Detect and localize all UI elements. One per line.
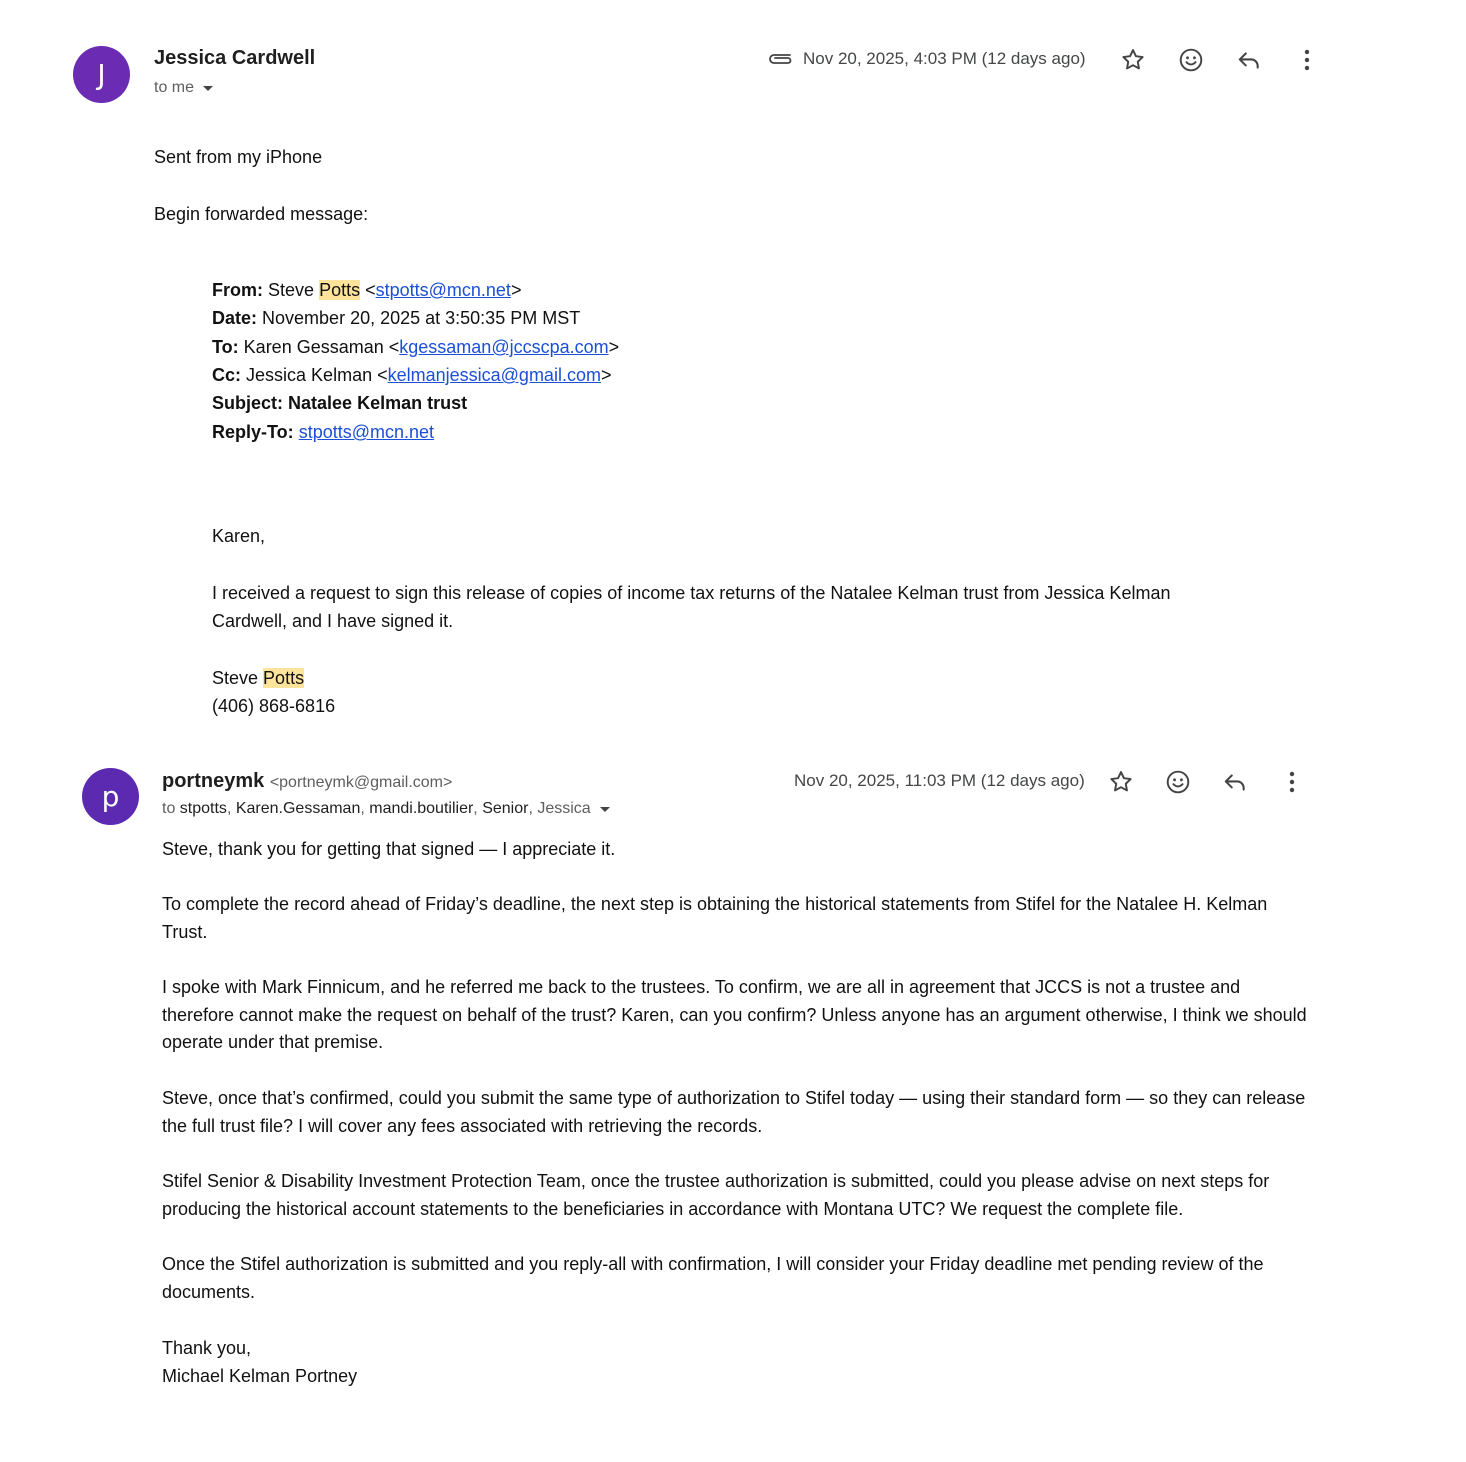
fwd-replyto-email-link[interactable]: stpotts@mcn.net: [298, 422, 435, 442]
chevron-down-icon: [203, 86, 213, 91]
avatar-portneymk[interactable]: [82, 768, 139, 825]
chevron-down-icon: [600, 807, 610, 812]
fwd-to-label: To:: [212, 337, 239, 357]
paragraph-6: Once the Stifel authorization is submitted and you reply-all with confirmation, I will consider your Friday deadline met pending review of the documents.: [162, 1254, 1264, 1302]
fwd-cc-line: Cc: Jessica Kelman <kelmanjessica@gmail.com>: [212, 365, 612, 385]
fwd-subject-value: Natalee Kelman trust: [288, 393, 468, 413]
fwd-to-email-link[interactable]: kgessaman@jccscpa.com: [399, 337, 609, 357]
greeting: Karen,: [212, 526, 266, 546]
star-icon[interactable]: [1106, 767, 1136, 797]
paragraph-3: I spoke with Mark Finnicum, and he referred me back to the trustees. To confirm, we are all in agreement that JCCS is not a trustee and therefore cannot make the request on behalf of the trust? Karen, can you confirm? Unless anyone has an argument otherwise, I think we should operate under that premise.: [162, 977, 1307, 1052]
attachment-icon: [765, 45, 795, 75]
paragraph-1: Steve, thank you for getting that signed — I appreciate it.: [162, 839, 616, 859]
fwd-from-email-link[interactable]: stpotts@mcn.net: [375, 280, 511, 300]
recipient: stpotts: [179, 800, 227, 817]
avatar-jessica[interactable]: [73, 46, 130, 103]
recipient: Jessica: [537, 800, 591, 817]
fwd-from-first: Steve: [268, 280, 315, 300]
fwd-subject-line: [212, 389, 467, 417]
sender-email: <portneymk@gmail.com>: [269, 774, 453, 791]
reply-icon[interactable]: [1234, 45, 1264, 75]
sender-name[interactable]: portneymk: [162, 770, 265, 792]
fwd-from-highlight: Potts: [319, 280, 361, 300]
body-line-1: I received a request to sign this release of copies of income tax returns of the Natalee Kelman trust from Jessica Kelman: [212, 583, 1171, 603]
fwd-date-label: Date:: [212, 308, 258, 328]
sender-line: [162, 770, 452, 793]
avatar-letter: J: [97, 58, 106, 91]
emoji-icon[interactable]: [1163, 767, 1193, 797]
fwd-cc-name: Jessica Kelman: [246, 365, 373, 385]
message-date: Nov 20, 2025, 11:03 PM (12 days ago): [794, 771, 1085, 790]
signature-phone: (406) 868-6816: [212, 696, 336, 716]
fwd-replyto-label: Reply-To:: [212, 422, 294, 442]
recipient: Karen.Gessaman: [235, 800, 361, 817]
to-prefix: to: [162, 800, 176, 817]
recipients-toggle[interactable]: to stpotts , Karen.Gessaman , mandi.boutilier , Senior , Jessica: [162, 800, 610, 818]
fwd-replyto-line: [212, 418, 434, 446]
fwd-date-line: [212, 304, 580, 332]
paragraph-2: To complete the record ahead of Friday’s deadline, the next step is obtaining the historical statements from Stifel for the Natalee H. Kelman Trust.: [162, 894, 1268, 942]
sent-from-line: Sent from my iPhone: [154, 147, 323, 167]
sig-highlight: Potts: [263, 668, 305, 688]
signature: Michael Kelman Portney: [162, 1366, 358, 1386]
sig-first: Steve: [212, 668, 259, 688]
emoji-icon[interactable]: [1176, 45, 1206, 75]
to-me-label: to me: [154, 79, 195, 96]
closing: Thank you,: [162, 1338, 252, 1358]
reply-icon[interactable]: [1220, 767, 1250, 797]
star-icon[interactable]: [1118, 45, 1148, 75]
paragraph-5: Stifel Senior & Disability Investment Protection Team, once the trustee authorization is submitted, could you please advise on next steps for producing the historical account statements to the beneficiaries in accordance with Montana UTC? We request the complete file.: [162, 1171, 1270, 1219]
recipient: mandi.boutilier: [369, 800, 474, 817]
recipient: Senior: [482, 800, 529, 817]
avatar-letter: p: [101, 780, 120, 813]
fwd-subject-label: Subject:: [212, 393, 284, 413]
body-line-2: Cardwell, and I have signed it.: [212, 611, 454, 631]
more-icon[interactable]: [1277, 767, 1307, 797]
fwd-to-line: To: Karen Gessaman <kgessaman@jccscpa.com>: [212, 337, 620, 357]
fwd-cc-email-link[interactable]: kelmanjessica@gmail.com: [387, 365, 601, 385]
fwd-date-value: November 20, 2025 at 3:50:35 PM MST: [262, 308, 581, 328]
message-date: Nov 20, 2025, 4:03 PM (12 days ago): [803, 49, 1086, 68]
paragraph-4: Steve, once that’s confirmed, could you submit the same type of authorization to Stifel today — using their standard form — so they can release the full trust file? I will cover any fees associated with retrieving the records.: [162, 1088, 1306, 1136]
fwd-cc-label: Cc:: [212, 365, 242, 385]
more-icon[interactable]: [1292, 45, 1322, 75]
sender-name[interactable]: Jessica Cardwell: [154, 47, 316, 69]
fwd-from-label: From:: [212, 280, 263, 300]
recipients-toggle[interactable]: [154, 79, 213, 97]
fwd-to-name: Karen Gessaman: [243, 337, 384, 357]
fwd-from-line: From: Steve Potts <stpotts@mcn.net>: [212, 280, 522, 300]
signature-name: [212, 664, 304, 692]
begin-forwarded-line: Begin forwarded message:: [154, 204, 369, 224]
